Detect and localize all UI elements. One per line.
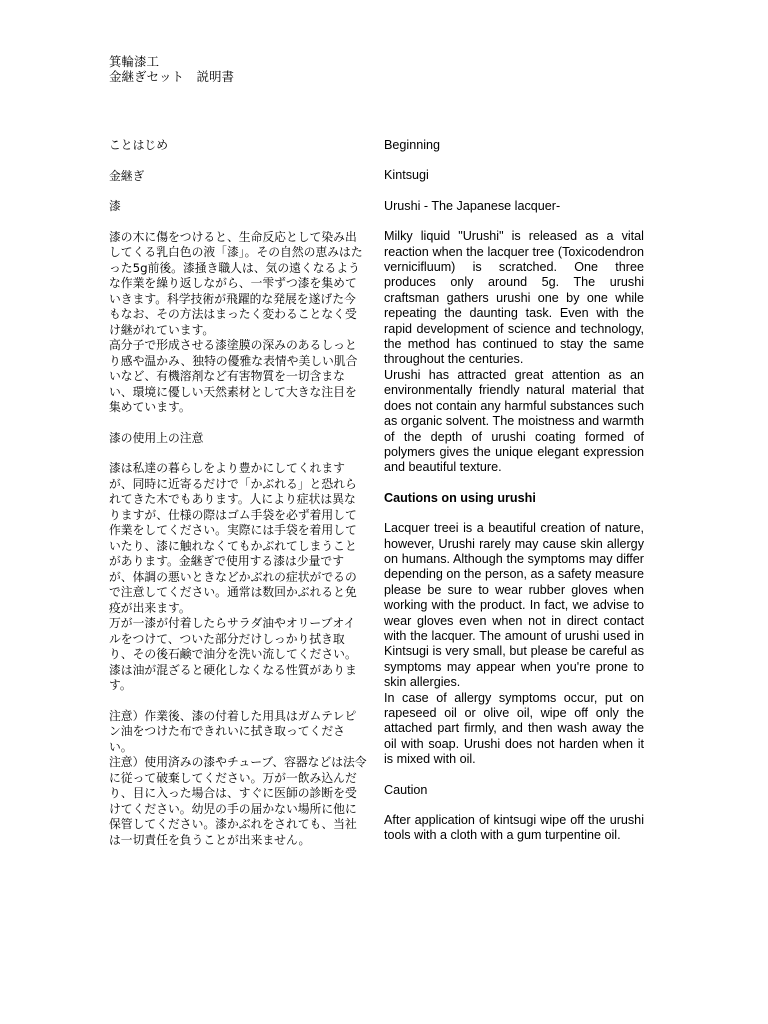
en-paragraph-allergy: Lacquer treei is a beautiful creation of nature, however, Urushi rarely may cause skin allergy on humans. Although the symptoms may differ depending on the person, as a safety measure please be sure to wear rubber gloves when working with the product. In fact, we advise to wear gloves even when not in direct contact with the lacquer. The amount of urushi used in Kintsugi is very small, but please be careful as symptoms may appear when you're prone to skin allergies. <box>384 521 644 690</box>
en-paragraph-tool-cleaning: After application of kintsugi wipe off the urushi tools with a cloth with a gum turpentine oil. <box>384 813 644 843</box>
jp-paragraph-urushi-material: 高分子で形成させる漆塗膜の深みのあるしっとり感や温かみ、独特の優雅な表情や美しい肌合いなど、有機溶剤など有害物質を一切含まない、環境に優しい天然素材として大きな注目を集めています。 <box>109 338 358 414</box>
jp-heading-intro: ことはじめ <box>109 138 168 152</box>
en-heading-intro: Beginning <box>384 138 441 152</box>
jp-heading-cautions: 漆の使用上の注意 <box>109 430 204 445</box>
en-paragraph-urushi-material: Urushi has attracted great attention as an environmentally friendly natural material that does not contain any harmful substances such as organic solvent. The moistness and warmth of the depth of urushi coating formed of polymers gives the unique elegant expression and beautiful texture. <box>384 367 644 475</box>
company-name: 箕輪漆工 <box>109 54 160 69</box>
en-heading-kintsugi: Kintsugi <box>384 168 429 183</box>
en-paragraph-urushi-origin: Milky liquid "Urushi" is released as a vital reaction when the lacquer tree (Toxicodendron vernicifluum) is scratched. One three produces only around 5g. The urushi craftsman gathers urushi one by one while repeating the daunting task. Even with the rapid development of science and technology, the method has continued to stay the same throughout the centuries. <box>384 229 644 367</box>
en-paragraph-oil-removal: In case of allergy symptoms occur, put on rapeseed oil or olive oil, wipe off only the attached part firmly, and then wash away the oil with soap. Urushi does not harden when it is mixed with oil. <box>384 690 644 767</box>
english-column <box>384 138 644 844</box>
en-heading-urushi: Urushi - The Japanese lacquer- <box>384 198 561 213</box>
jp-note-disposal: 注意）使用済みの漆やチューブ、容器などは法令に従って破棄してください。万が一飲み込んだり、目に入った場合は、すぐに医師の診断を受けてください。幼児の手の届かない場所に他に保管してください。漆かぶれをされても、当社は一切責任を負うことが出来ません。 <box>109 755 367 847</box>
document-title: 金継ぎセット 説明書 <box>109 69 235 84</box>
jp-heading-kintsugi: 金継ぎ <box>109 168 145 183</box>
japanese-column <box>109 138 367 848</box>
jp-heading-urushi: 漆 <box>109 199 121 213</box>
document-header <box>109 54 234 84</box>
en-heading-cautions: Cautions on using urushi <box>384 490 536 505</box>
jp-paragraph-allergy: 漆は私達の暮らしをより豊かにしてくれますが、同時に近寄るだけで「かぶれる」と恐れられてきた木でもあります。人により症状は異なりますが、仕様の際はゴム手袋を必ず着用して作業をしてください。実際には手袋を着用していたり、漆に触れなくてもかぶれてしまうことがあります。金継ぎで使用する漆は少量ですが、体調の悪いときなどかぶれの症状がでるので注意してください。通常は数回かぶれると免疫が出来ます。 <box>109 461 357 615</box>
jp-paragraph-urushi-origin: 漆の木に傷をつけると、生命反応として染み出してくる乳白色の液「漆」。その自然の恵みはたった5g前後。漆掻き職人は、気の遠くなるような作業を繰り返しながら、一雫ずつ漆を集めていきます。科学技術が飛躍的な発展を遂げた今もなお、その方法はまったく変わることなく受け継がれています。 <box>109 229 363 337</box>
jp-note-tools: 注意）作業後、漆の付着した用具はガムテレピン油をつけた布できれいに拭き取ってください。 <box>109 708 357 754</box>
en-heading-caution: Caution <box>384 782 428 797</box>
jp-paragraph-oil-removal: 万が一漆が付着したらサラダ油やオリーブオイルをつけて、ついた部分だけしっかり拭き取り、その後石鹸で油分を洗い流してください。漆は油が混ざると硬化しなくなる性質があります。 <box>109 616 357 692</box>
